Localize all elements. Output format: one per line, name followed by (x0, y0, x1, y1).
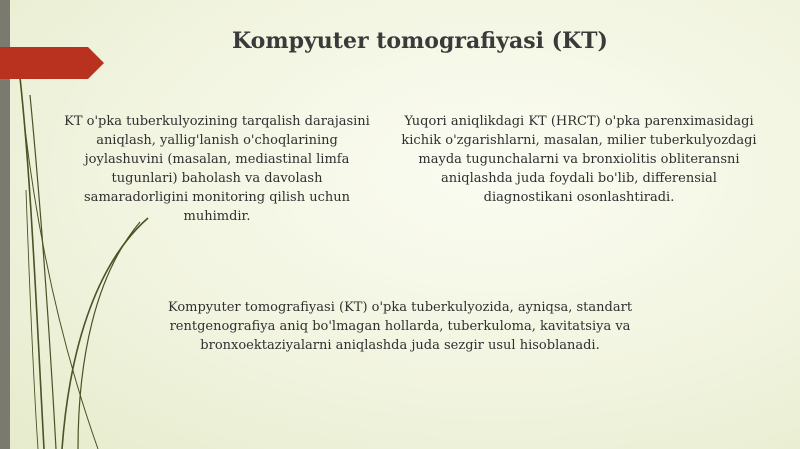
decor-curve-4 (78, 222, 140, 449)
accent-arrow-tab (0, 47, 104, 79)
paragraph-right: Yuqori aniqlikdagi KT (HRCT) o'pka parenximasidagi kichik o'zgarishlarni, masalan, milier tuberkulyozdagi mayda tugunchalarni va bronxiolitis obliteransni aniqlashda juda foydali bo'lib, differensial diagnostikani osonlashtiradi. (401, 114, 757, 205)
paragraph-bottom: Kompyuter tomografiyasi (KT) o'pka tuberkulyozida, ayniqsa, standart rentgenografiya aniq bo'lmagan hollarda, tuberkuloma, kavitatsiya va bronxoektaziyalarni aniqlashda juda sezgir usul hisoblanadi. (167, 300, 633, 353)
paragraph-left: KT o'pka tuberkulyozining tarqalish darajasini aniqlash, yallig'lanish o'choqlarining joylashuvini (masalan, mediastinal limfa tugunlari) baholash va davolash samaradorligini monitoring qilish uchun muhimdir. (64, 114, 370, 224)
slide-title: Kompyuter tomografiyasi (KT) (232, 28, 608, 54)
decor-curve-1 (18, 60, 44, 449)
decor-curve-3 (62, 218, 148, 449)
